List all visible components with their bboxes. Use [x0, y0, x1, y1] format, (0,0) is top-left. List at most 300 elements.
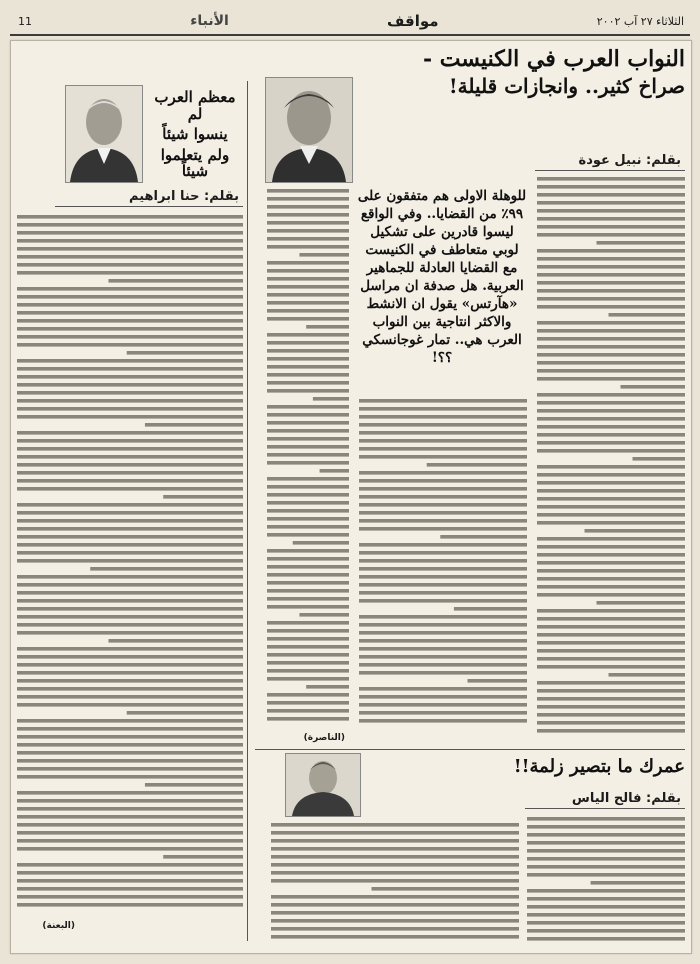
- text-line: [17, 791, 243, 795]
- text-line: [17, 407, 243, 411]
- text-line: [537, 185, 685, 189]
- text-line: [359, 647, 527, 651]
- text-line: [537, 689, 685, 693]
- text-line: [271, 839, 519, 843]
- text-line: [17, 367, 243, 371]
- text-line: [17, 607, 243, 611]
- text-line: [537, 513, 685, 517]
- text-line: [468, 679, 528, 683]
- text-line: [537, 609, 685, 613]
- text-line: [17, 319, 243, 323]
- text-line: [267, 693, 349, 697]
- text-line: [17, 903, 243, 907]
- text-line: [267, 389, 349, 393]
- main-article-body-col3: [357, 397, 527, 727]
- text-line: [527, 817, 685, 821]
- text-line: [267, 373, 349, 377]
- text-line: [271, 895, 519, 899]
- text-line: [17, 471, 243, 475]
- text-line: [597, 241, 686, 245]
- text-line: [267, 605, 349, 609]
- column-divider: [247, 81, 248, 941]
- text-line: [271, 847, 519, 851]
- text-line: [267, 285, 349, 289]
- text-line: [359, 551, 527, 555]
- text-line: [359, 599, 527, 603]
- text-line: [17, 703, 243, 707]
- text-line: [17, 887, 243, 891]
- text-line: [17, 807, 243, 811]
- text-line: [17, 535, 243, 539]
- text-line: [359, 631, 527, 635]
- left-headline-line2: ينسوا شيئاً: [162, 125, 228, 143]
- text-line: [267, 573, 349, 577]
- text-line: [267, 477, 349, 481]
- text-line: [537, 705, 685, 709]
- text-line: [17, 863, 243, 867]
- text-line: [17, 375, 243, 379]
- text-line: [537, 473, 685, 477]
- text-line: [359, 431, 527, 435]
- text-line: [267, 493, 349, 497]
- text-line: [271, 919, 519, 923]
- text-line: [17, 215, 243, 219]
- bottom-headline: عمرك ما بتصير زلمة!!: [513, 756, 685, 777]
- text-line: [537, 377, 685, 381]
- text-line: [299, 253, 349, 257]
- text-line: [359, 615, 527, 619]
- text-line: [271, 879, 519, 883]
- text-line: [359, 591, 527, 595]
- text-line: [267, 549, 349, 553]
- text-line: [359, 407, 527, 411]
- text-line: [17, 671, 243, 675]
- text-line: [267, 341, 349, 345]
- text-line: [320, 469, 349, 473]
- text-line: [537, 681, 685, 685]
- text-line: [537, 249, 685, 253]
- body-text-lines: [15, 213, 243, 913]
- text-line: [267, 357, 349, 361]
- text-line: [537, 441, 685, 445]
- text-line: [313, 397, 349, 401]
- text-line: [537, 265, 685, 269]
- text-line: [609, 313, 686, 317]
- text-line: [17, 815, 243, 819]
- text-line: [267, 429, 349, 433]
- text-line: [267, 309, 349, 313]
- text-line: [17, 583, 243, 587]
- body-text-lines: [265, 187, 349, 727]
- bottom-byline: بقلم: فالح الياس: [525, 789, 685, 809]
- text-line: [163, 855, 243, 859]
- text-line: [17, 559, 243, 563]
- text-line: [271, 935, 519, 939]
- text-line: [17, 775, 243, 779]
- text-line: [17, 599, 243, 603]
- text-line: [372, 887, 520, 891]
- text-line: [17, 327, 243, 331]
- text-line: [17, 311, 243, 315]
- text-line: [267, 269, 349, 273]
- left-article-body: [15, 213, 243, 913]
- text-line: [359, 495, 527, 499]
- text-line: [17, 479, 243, 483]
- text-line: [271, 823, 519, 827]
- text-line: [306, 685, 349, 689]
- left-byline-box: [55, 187, 243, 207]
- text-line: [537, 633, 685, 637]
- text-line: [267, 237, 349, 241]
- text-line: [537, 649, 685, 653]
- body-text-lines: [269, 821, 519, 945]
- text-line: [17, 719, 243, 723]
- text-line: [359, 543, 527, 547]
- text-line: [17, 823, 243, 827]
- text-line: [537, 329, 685, 333]
- body-text-lines: [535, 175, 685, 735]
- text-line: [17, 439, 243, 443]
- text-line: [267, 349, 349, 353]
- text-line: [359, 439, 527, 443]
- text-line: [17, 551, 243, 555]
- text-line: [267, 413, 349, 417]
- text-line: [359, 671, 527, 675]
- left-headline-line1: معظم العرب لم: [154, 88, 236, 123]
- text-line: [527, 921, 685, 925]
- text-line: [537, 321, 685, 325]
- text-line: [537, 545, 685, 549]
- main-byline: بقلم: نبيل عودة: [535, 151, 685, 171]
- text-line: [267, 621, 349, 625]
- text-line: [17, 839, 243, 843]
- text-line: [537, 665, 685, 669]
- text-line: [17, 575, 243, 579]
- text-line: [537, 577, 685, 581]
- text-line: [267, 669, 349, 673]
- text-line: [359, 711, 527, 715]
- text-line: [267, 453, 349, 457]
- text-line: [271, 855, 519, 859]
- text-line: [527, 889, 685, 893]
- text-line: [17, 271, 243, 275]
- text-line: [527, 905, 685, 909]
- text-line: [537, 481, 685, 485]
- text-line: [17, 519, 243, 523]
- text-line: [537, 345, 685, 349]
- text-line: [267, 661, 349, 665]
- text-line: [17, 623, 243, 627]
- text-line: [17, 631, 243, 635]
- text-line: [17, 663, 243, 667]
- text-line: [267, 533, 349, 537]
- text-line: [17, 303, 243, 307]
- text-line: [454, 607, 527, 611]
- text-line: [537, 393, 685, 397]
- text-line: [359, 695, 527, 699]
- text-line: [527, 865, 685, 869]
- text-line: [17, 871, 243, 875]
- main-pullquote: للوهلة الاولى هم متفقون على ٩٩٪ من القضايا.. وفي الواقع ليسوا قادرين على تشكيل لوبي متعاطف في الكنيست مع القضايا العادلة للجماهير العربية. هل صدفة ان مراسل «هآرتس» يقول ان الانشط والاكثر انتاجية بين النواب العرب هي.. تمار غوجانسكي ؟؟!: [357, 188, 527, 366]
- text-line: [17, 687, 243, 691]
- author-photo-hanna: [65, 85, 143, 183]
- text-line: [537, 497, 685, 501]
- text-line: [267, 677, 349, 681]
- text-line: [293, 541, 349, 545]
- text-line: [537, 561, 685, 565]
- text-line: [633, 457, 686, 461]
- newspaper-logo: الأنباء: [190, 13, 229, 29]
- text-line: [359, 503, 527, 507]
- text-line: [17, 591, 243, 595]
- text-line: [108, 639, 243, 643]
- text-line: [267, 485, 349, 489]
- text-line: [537, 201, 685, 205]
- text-line: [267, 405, 349, 409]
- text-line: [537, 713, 685, 717]
- text-line: [527, 841, 685, 845]
- text-line: [359, 639, 527, 643]
- text-line: [537, 537, 685, 541]
- text-line: [267, 629, 349, 633]
- text-line: [267, 221, 349, 225]
- text-line: [359, 415, 527, 419]
- text-line: [527, 849, 685, 853]
- text-line: [267, 301, 349, 305]
- body-text-lines: [525, 815, 685, 945]
- body-text-lines: [357, 397, 527, 727]
- text-line: [537, 257, 685, 261]
- text-line: [271, 831, 519, 835]
- text-line: [359, 423, 527, 427]
- text-line: [537, 569, 685, 573]
- text-line: [17, 727, 243, 731]
- text-line: [17, 399, 243, 403]
- text-line: [527, 833, 685, 837]
- text-line: [267, 517, 349, 521]
- text-line: [537, 297, 685, 301]
- text-line: [537, 177, 685, 181]
- text-line: [537, 625, 685, 629]
- main-headline-line1: النواب العرب في الكنيست -: [422, 46, 685, 72]
- text-line: [17, 431, 243, 435]
- text-line: [537, 209, 685, 213]
- text-line: [359, 623, 527, 627]
- text-line: [17, 343, 243, 347]
- text-line: [271, 911, 519, 915]
- text-line: [359, 527, 527, 531]
- text-line: [537, 233, 685, 237]
- text-line: [537, 489, 685, 493]
- text-line: [537, 593, 685, 597]
- text-line: [359, 519, 527, 523]
- text-line: [267, 653, 349, 657]
- text-line: [17, 695, 243, 699]
- text-line: [145, 423, 243, 427]
- text-line: [267, 421, 349, 425]
- text-line: [527, 897, 685, 901]
- text-line: [17, 527, 243, 531]
- text-line: [267, 317, 349, 321]
- text-line: [537, 553, 685, 557]
- left-signature: (البعنة): [42, 921, 75, 931]
- text-line: [267, 277, 349, 281]
- text-line: [537, 273, 685, 277]
- text-line: [267, 509, 349, 513]
- text-line: [108, 279, 243, 283]
- text-line: [17, 447, 243, 451]
- text-line: [527, 937, 685, 941]
- text-line: [145, 783, 243, 787]
- text-line: [537, 505, 685, 509]
- text-line: [17, 543, 243, 547]
- text-line: [17, 679, 243, 683]
- text-line: [537, 401, 685, 405]
- text-line: [17, 831, 243, 835]
- text-line: [359, 471, 527, 475]
- left-headline-box: [147, 89, 243, 179]
- text-line: [537, 425, 685, 429]
- text-line: [537, 361, 685, 365]
- text-line: [537, 217, 685, 221]
- text-line: [359, 583, 527, 587]
- text-line: [440, 535, 527, 539]
- text-line: [17, 391, 243, 395]
- text-line: [537, 417, 685, 421]
- bottom-article-body-col2: [269, 821, 519, 945]
- text-line: [267, 213, 349, 217]
- text-line: [537, 337, 685, 341]
- text-line: [17, 759, 243, 763]
- section-title: مواقف: [387, 12, 439, 30]
- text-line: [267, 293, 349, 297]
- text-line: [537, 433, 685, 437]
- text-line: [537, 465, 685, 469]
- left-byline: بقلم: حنا ابراهيم: [55, 187, 243, 207]
- bottom-byline-box: [525, 789, 685, 807]
- text-line: [17, 743, 243, 747]
- text-line: [427, 463, 527, 467]
- text-line: [17, 383, 243, 387]
- text-line: [537, 641, 685, 645]
- text-line: [267, 189, 349, 193]
- page-number: 11: [18, 14, 32, 28]
- author-photo-nabil: [265, 77, 353, 183]
- main-article-body-col1: [535, 175, 685, 735]
- text-line: [17, 455, 243, 459]
- text-line: [17, 799, 243, 803]
- text-line: [537, 721, 685, 725]
- text-line: [537, 585, 685, 589]
- text-line: [267, 445, 349, 449]
- newspaper-page: [10, 40, 692, 954]
- text-line: [17, 615, 243, 619]
- main-byline-box: [535, 151, 685, 169]
- text-line: [17, 239, 243, 243]
- text-line: [267, 645, 349, 649]
- bottom-article-body-col1: [525, 815, 685, 945]
- page-header: [10, 8, 690, 36]
- text-line: [359, 511, 527, 515]
- text-line: [267, 205, 349, 209]
- text-line: [527, 913, 685, 917]
- text-line: [267, 525, 349, 529]
- main-headline-line2: صراخ كثير.. وانجازات قليلة!: [448, 74, 685, 99]
- text-line: [271, 871, 519, 875]
- text-line: [537, 697, 685, 701]
- text-line: [267, 461, 349, 465]
- text-line: [527, 873, 685, 877]
- text-line: [17, 735, 243, 739]
- text-line: [17, 287, 243, 291]
- text-line: [537, 369, 685, 373]
- text-line: [537, 225, 685, 229]
- text-line: [537, 409, 685, 413]
- text-line: [359, 687, 527, 691]
- text-line: [267, 557, 349, 561]
- text-line: [17, 335, 243, 339]
- text-line: [527, 825, 685, 829]
- text-line: [17, 751, 243, 755]
- text-line: [17, 263, 243, 267]
- text-line: [267, 701, 349, 705]
- text-line: [359, 575, 527, 579]
- text-line: [537, 657, 685, 661]
- text-line: [267, 245, 349, 249]
- text-line: [597, 601, 686, 605]
- text-line: [17, 767, 243, 771]
- text-line: [17, 647, 243, 651]
- text-line: [271, 863, 519, 867]
- text-line: [17, 415, 243, 419]
- issue-date: الثلاثاء ٢٧ آب ٢٠٠٢: [596, 14, 684, 28]
- text-line: [267, 437, 349, 441]
- text-line: [359, 479, 527, 483]
- text-line: [537, 281, 685, 285]
- text-line: [271, 903, 519, 907]
- main-article-body-col2: [265, 187, 349, 727]
- text-line: [163, 495, 243, 499]
- text-line: [267, 565, 349, 569]
- text-line: [267, 197, 349, 201]
- bottom-headline-box: [505, 757, 685, 785]
- text-line: [267, 365, 349, 369]
- text-line: [359, 703, 527, 707]
- author-photo-faleh: [285, 753, 361, 817]
- text-line: [267, 581, 349, 585]
- text-line: [527, 857, 685, 861]
- text-line: [591, 881, 685, 885]
- text-line: [267, 597, 349, 601]
- text-line: [359, 655, 527, 659]
- text-line: [537, 521, 685, 525]
- text-line: [267, 717, 349, 721]
- text-line: [537, 617, 685, 621]
- text-line: [537, 353, 685, 357]
- text-line: [359, 455, 527, 459]
- text-line: [17, 847, 243, 851]
- text-line: [271, 927, 519, 931]
- text-line: [359, 487, 527, 491]
- text-line: [537, 289, 685, 293]
- main-pullquote-box: [357, 187, 527, 387]
- text-line: [267, 381, 349, 385]
- text-line: [359, 719, 527, 723]
- text-line: [127, 351, 243, 355]
- text-line: [17, 247, 243, 251]
- text-line: [267, 637, 349, 641]
- text-line: [359, 447, 527, 451]
